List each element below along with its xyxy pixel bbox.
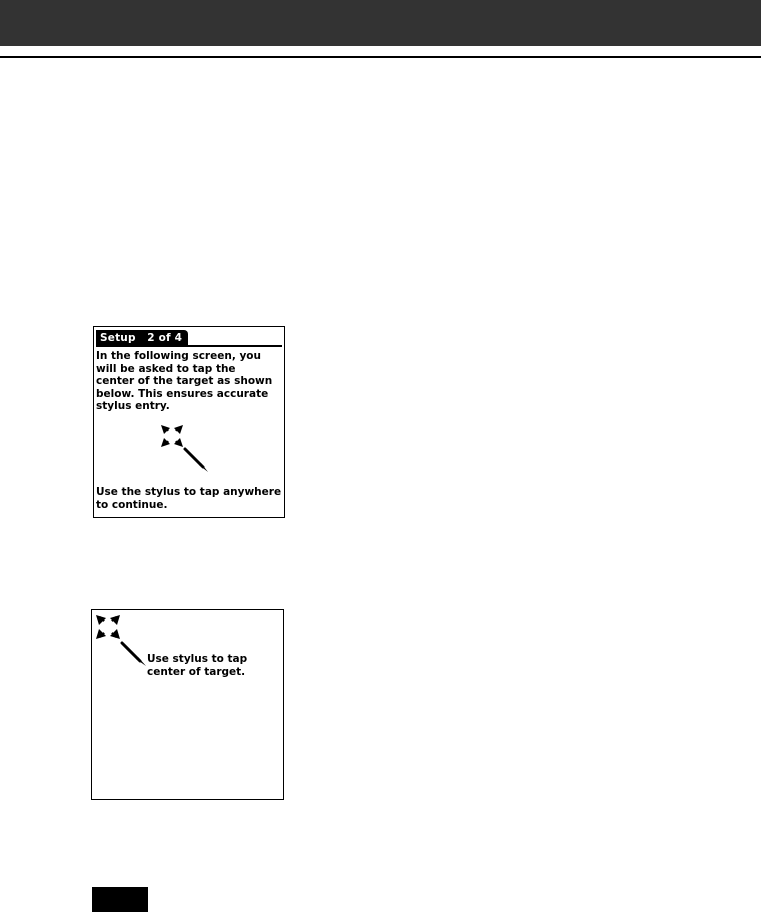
header-rule — [0, 56, 761, 58]
calibration-instruction-text: Use stylus to tap center of target. — [147, 653, 248, 678]
note-tab-marker — [92, 887, 148, 912]
target-and-stylus-icon — [94, 613, 150, 671]
setup-instruction-text: In the following screen, you will be asked to tap the center of the target as shown below. This ensures accurate stylus entry. — [96, 350, 273, 413]
setup-screen-illustration — [93, 326, 285, 518]
title-underline — [96, 345, 282, 347]
page-header-bar — [0, 0, 761, 46]
setup-title-tab: Setup 2 of 4 — [96, 330, 188, 346]
setup-footer-text: Use the stylus to tap anywhere to continue. — [96, 486, 282, 511]
calibration-screen-illustration — [91, 609, 284, 800]
target-and-stylus-icon — [158, 422, 210, 474]
